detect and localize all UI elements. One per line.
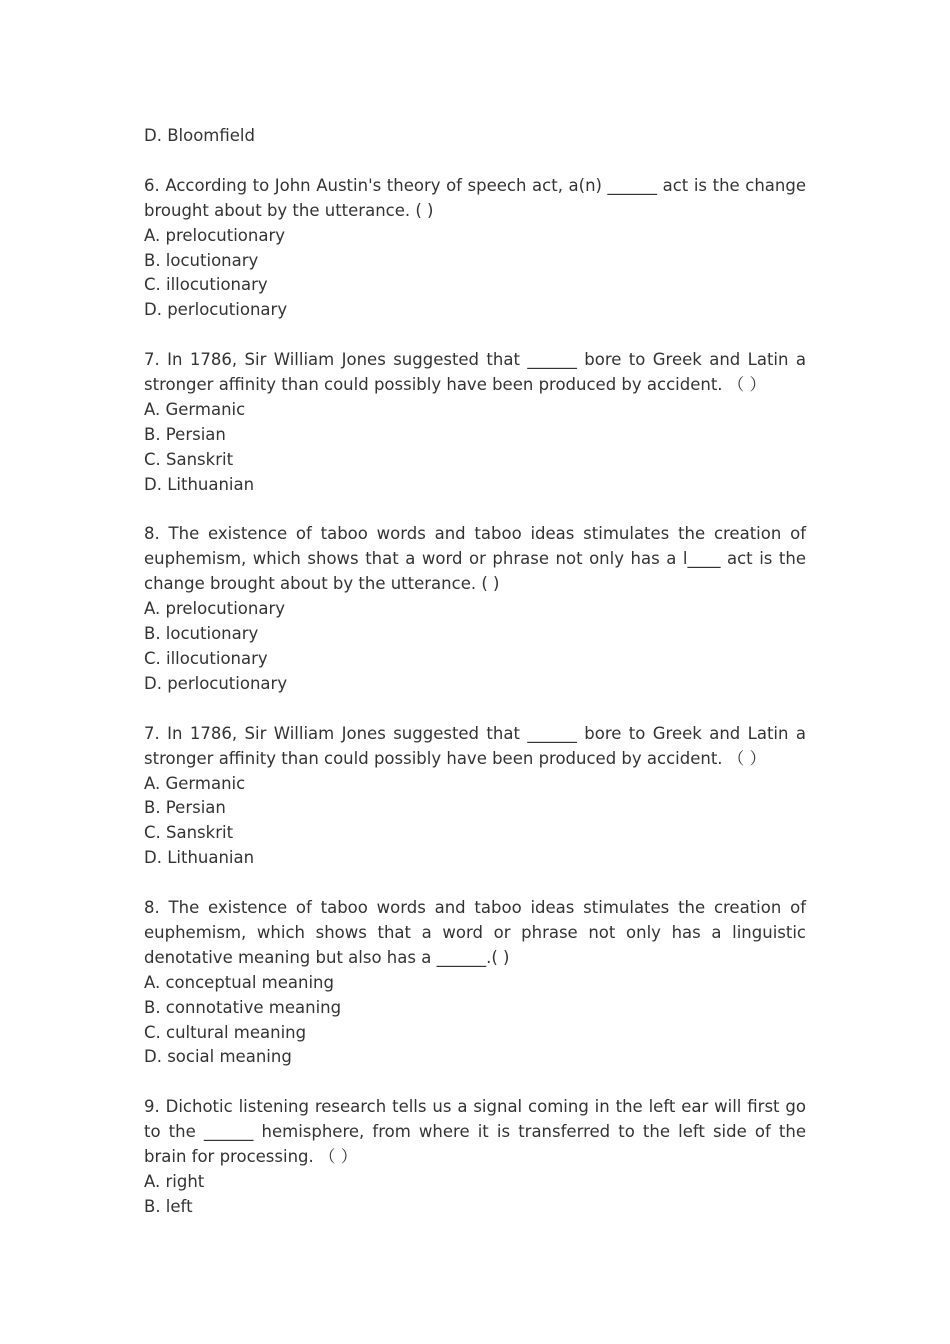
question-text: 8. The existence of taboo words and taboo ideas stimulates the creation of euphemism, which shows that a word or phrase not only has a l____ act is the change brought about by the utterance. ( ): [144, 524, 806, 594]
option-line: D. Bloomfield: [144, 126, 255, 145]
document-page: [144, 124, 806, 1220]
option-line: D. Lithuanian: [144, 474, 255, 494]
option-line: C. cultural meaning: [144, 1022, 307, 1042]
option-line: B. locutionary: [144, 250, 259, 270]
option-line: C. illocutionary: [144, 275, 268, 295]
question-block: [144, 174, 806, 323]
spacer: [144, 871, 806, 896]
question-block: [144, 722, 806, 871]
question-block: [144, 348, 806, 497]
option-line: D. social meaning: [144, 1047, 292, 1067]
option-line: A. Germanic: [144, 773, 246, 793]
question-text: 9. Dichotic listening research tells us a signal coming in the left ear will first go to the ______ hemisphere, from where it is transferred to the left side of the brain for processing. （ ）: [144, 1097, 806, 1167]
option-line: B. Persian: [144, 798, 226, 818]
spacer: [144, 149, 806, 174]
option-line: B. locutionary: [144, 624, 259, 644]
option-line: C. Sanskrit: [144, 449, 234, 469]
option-line: C. Sanskrit: [144, 823, 234, 843]
spacer: [144, 498, 806, 523]
option-line: A. Germanic: [144, 399, 246, 419]
question-text: 8. The existence of taboo words and taboo ideas stimulates the creation of euphemism, which shows that a word or phrase not only has a linguistic denotative meaning but also has a ______.( ): [144, 898, 806, 967]
question-block: [144, 896, 806, 1070]
option-line: A. prelocutionary: [144, 599, 286, 619]
spacer: [144, 697, 806, 722]
option-line: A. conceptual meaning: [144, 972, 334, 992]
question-text: 7. In 1786, Sir William Jones suggested that ______ bore to Greek and Latin a stronger affinity than could possibly have been produced by accident. （ ）: [144, 723, 806, 768]
spacer: [144, 323, 806, 348]
option-line: D. Lithuanian: [144, 848, 255, 868]
question-text: 7. In 1786, Sir William Jones suggested that ______ bore to Greek and Latin a stronger affinity than could possibly have been produced by accident. （ ）: [144, 350, 806, 395]
question-text: 6. According to John Austin's theory of speech act, a(n) ______ act is the change brought about by the utterance. ( ): [144, 175, 806, 220]
option-line: B. Persian: [144, 424, 226, 444]
question-block: [144, 1095, 806, 1220]
option-line: A. prelocutionary: [144, 225, 286, 245]
option-line: D. perlocutionary: [144, 300, 288, 320]
option-line: B. connotative meaning: [144, 997, 342, 1017]
option-line: B. left: [144, 1196, 193, 1216]
spacer: [144, 1070, 806, 1095]
option-line: C. illocutionary: [144, 648, 268, 668]
option-line: A. right: [144, 1171, 205, 1191]
option-line: D. perlocutionary: [144, 673, 288, 693]
question-block: [144, 522, 806, 696]
